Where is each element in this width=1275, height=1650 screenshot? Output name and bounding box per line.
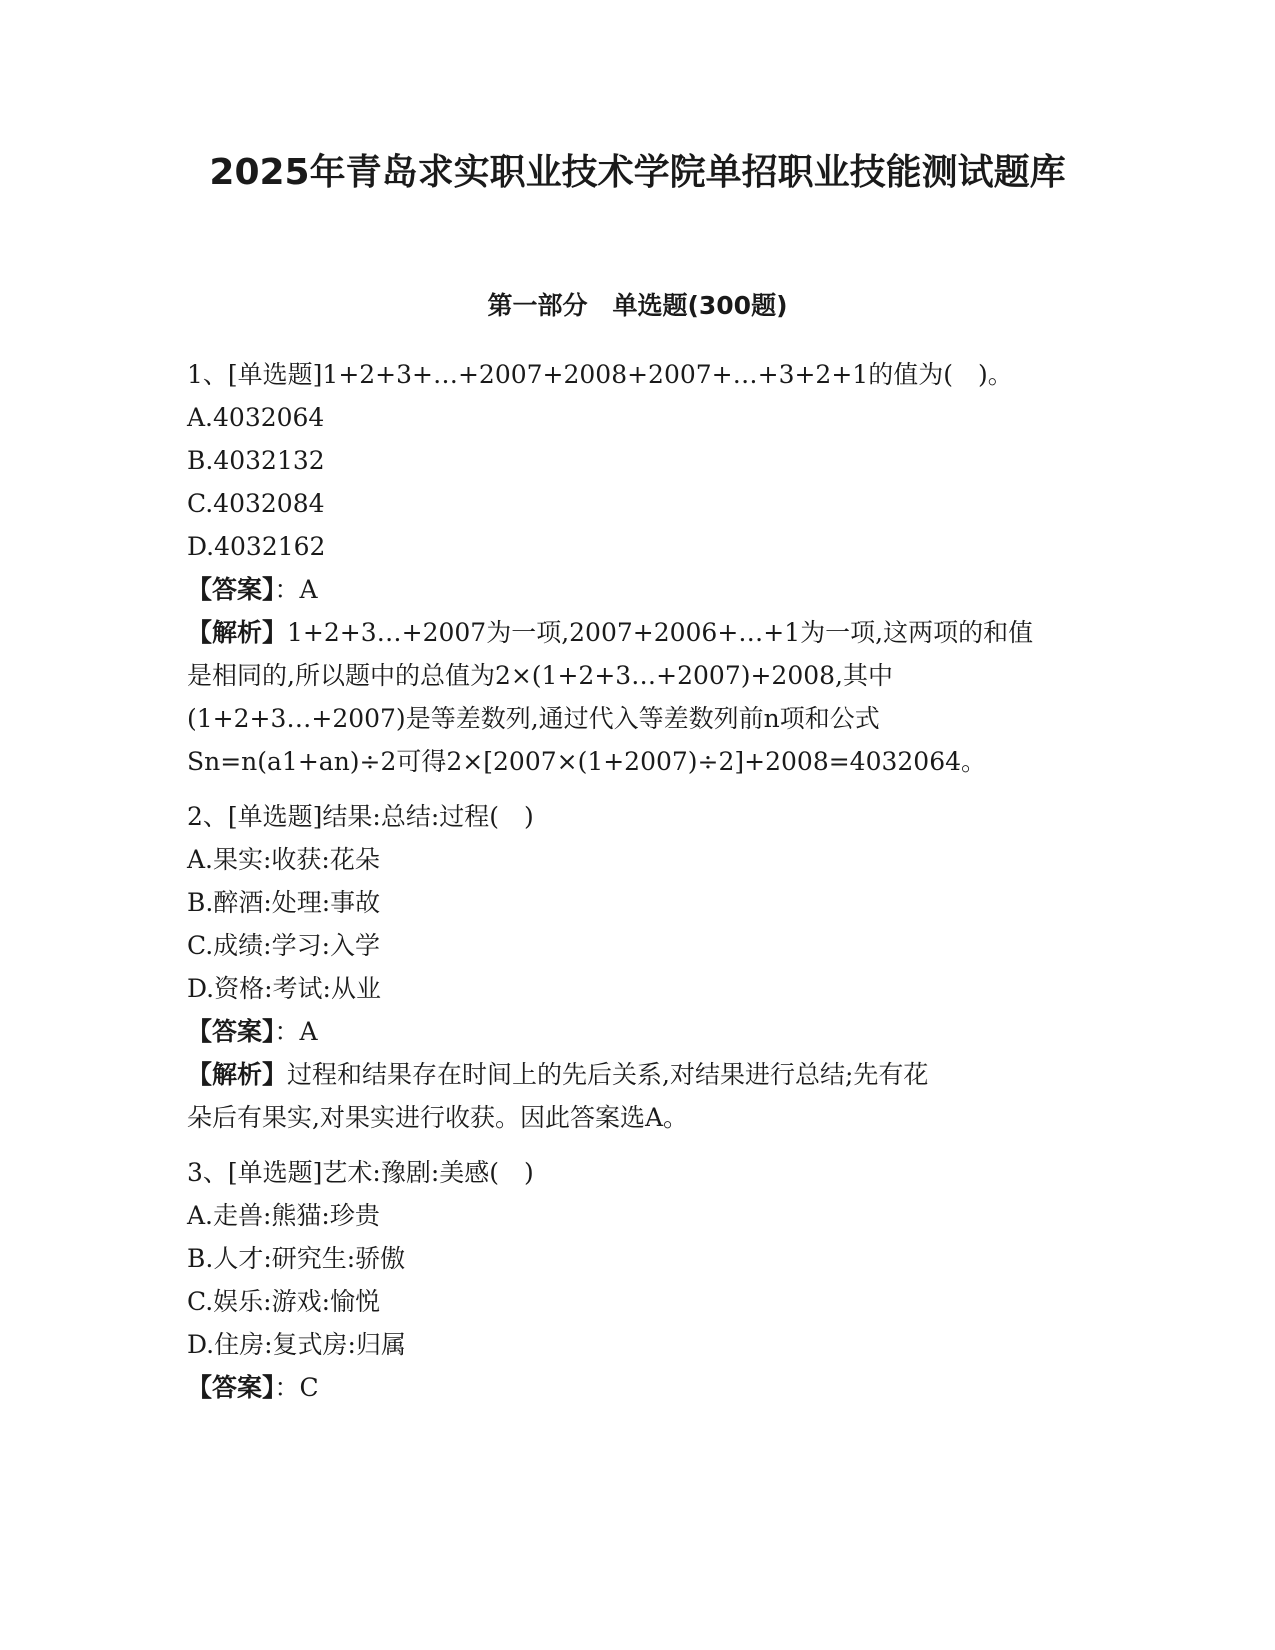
option-a: A.走兽:熊猫:珍贵 (187, 1201, 380, 1230)
option-b: B.人才:研究生:骄傲 (187, 1244, 406, 1273)
answer-label: 【答案】 (187, 1373, 275, 1402)
answer-value: ：C (274, 1373, 319, 1402)
question-stem: 1、[单选题]1+2+3+…+2007+2008+2007+…+3+2+1的值为( )。 (187, 360, 1013, 389)
question-list (187, 353, 1087, 1421)
option-c: C.4032084 (187, 489, 325, 518)
analysis-line-4: Sn=n(a1+an)÷2可得2×[2007×(1+2007)÷2]+2008=4032064。 (187, 747, 987, 776)
option-a: A.4032064 (187, 403, 325, 432)
option-b: B.醉酒:处理:事故 (187, 888, 381, 917)
answer-label: 【答案】 (187, 575, 275, 604)
option-d: D.资格:考试:从业 (187, 974, 381, 1003)
analysis-line-2: 是相同的,所以题中的总值为2×(1+2+3…+2007)+2008,其中 (187, 661, 894, 690)
analysis-text: 过程和结果存在时间上的先后关系,对结果进行总结;先有花 (287, 1060, 929, 1089)
question-stem: 3、[单选题]艺术:豫剧:美感( ) (187, 1158, 534, 1187)
answer-line (187, 1366, 1087, 1409)
analysis-label: 【解析】 (187, 1060, 288, 1089)
answer-line (187, 1010, 1087, 1053)
analysis-line-3: (1+2+3…+2007)是等差数列,通过代入等差数列前n项和公式 (187, 704, 880, 733)
analysis-line-1 (187, 1053, 1087, 1096)
answer-line (187, 568, 1087, 611)
question-3 (187, 1151, 1087, 1409)
option-d: D.住房:复式房:归属 (187, 1330, 406, 1359)
question-1 (187, 353, 1087, 783)
answer-value: ：A (274, 1017, 318, 1046)
answer-value: ：A (274, 575, 318, 604)
option-d: D.4032162 (187, 532, 326, 561)
question-2 (187, 795, 1087, 1139)
option-b: B.4032132 (187, 446, 325, 475)
analysis-line-2: 朵后有果实,对果实进行收获。因此答案选A。 (187, 1103, 689, 1132)
section-title: 第一部分 单选题(300题) (487, 291, 788, 320)
option-a: A.果实:收获:花朵 (187, 845, 380, 874)
analysis-line-1 (187, 611, 1087, 654)
analysis-text: 1+2+3…+2007为一项,2007+2006+…+1为一项,这两项的和值 (287, 618, 1034, 647)
analysis-label: 【解析】 (187, 618, 288, 647)
option-c: C.娱乐:游戏:愉悦 (187, 1287, 381, 1316)
question-stem: 2、[单选题]结果:总结:过程( ) (187, 802, 534, 831)
answer-label: 【答案】 (187, 1017, 275, 1046)
option-c: C.成绩:学习:入学 (187, 931, 381, 960)
document-title: 2025年青岛求实职业技术学院单招职业技能测试题库 (209, 152, 1066, 193)
